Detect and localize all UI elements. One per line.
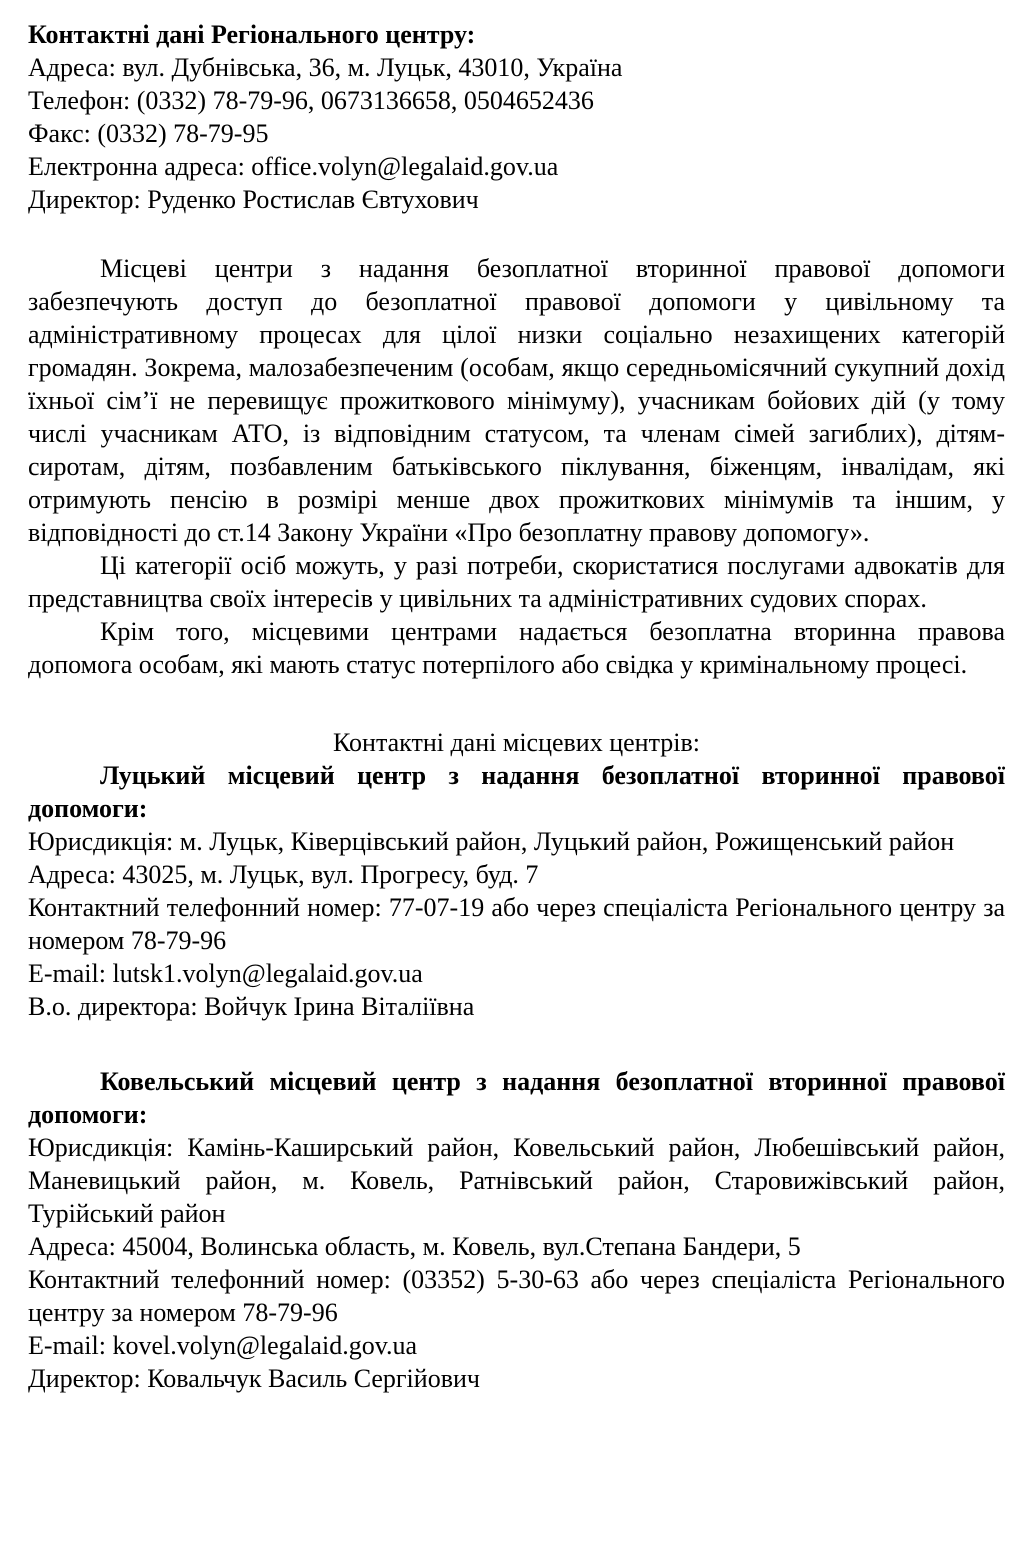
regional-center-contacts bbox=[28, 18, 1005, 216]
blank-line bbox=[28, 216, 1005, 252]
local-centers-section-heading: Контактні дані місцевих центрів: bbox=[332, 728, 700, 757]
blank-line bbox=[28, 1023, 1005, 1065]
kovel-phone-line: Контактний телефонний номер: (03352) 5-30-63 або через спеціаліста Регіонального центру за номером 78-79-96 bbox=[28, 1265, 1005, 1327]
kovel-center-block bbox=[28, 1065, 1005, 1395]
kovel-address-line: Адреса: 45004, Волинська область, м. Ковель, вул.Степана Бандери, 5 bbox=[28, 1232, 801, 1261]
lutsk-phone-line: Контактний телефонний номер: 77-07-19 або через спеціаліста Регіонального центру за номером 78-79-96 bbox=[28, 893, 1005, 955]
lutsk-email-line: E-mail: lutsk1.volyn@legalaid.gov.ua bbox=[28, 959, 423, 988]
kovel-email-line: E-mail: kovel.volyn@legalaid.gov.ua bbox=[28, 1331, 418, 1360]
lutsk-jurisdiction-line: Юрисдикція: м. Луцьк, Ківерцівський район, Луцький район, Рожищенський район bbox=[28, 827, 955, 856]
paragraph-local-centers-overview: Місцеві центри з надання безоплатної вторинної правової допомоги забезпечують доступ до безоплатної правової допомоги у цивільному та адміністративному процесах для цілої низки соціально незахищених категорій громадян. Зокрема, малозабезпеченим (особам, якщо середньомісячний сукупний дохід їхньої сім’ї не перевищує прожиткового мінімуму), учасникам бойових дій (у тому числі учасникам АТО, із відповідним статусом, та членам сімей загиблих), дітям-сиротам, дітям, позбавленим батьківського піклування, біженцям, інвалідам, які отримують пенсію в розмірі менше двох прожиткових мінімумів та іншим, у відповідності до ст.14 Закону України «Про безоплатну правову допомогу». bbox=[28, 254, 1005, 547]
paragraph-victim-witness-aid: Крім того, місцевими центрами надається безоплатна вторинна правова допомога особам, які мають статус потерпілого або свідка у кримінальному процесі. bbox=[28, 617, 1005, 679]
local-centers-contacts bbox=[28, 726, 1005, 1395]
lutsk-address-line: Адреса: 43025, м. Луцьк, вул. Прогресу, буд. 7 bbox=[28, 860, 539, 889]
regional-fax-line: Факс: (0332) 78-79-95 bbox=[28, 119, 269, 148]
lutsk-director-line: В.о. директора: Войчук Ірина Віталіївна bbox=[28, 992, 475, 1021]
lutsk-center-block bbox=[28, 759, 1005, 1023]
body-text bbox=[28, 252, 1005, 681]
lutsk-center-heading: Луцький місцевий центр з надання безоплатної вторинної правової допомоги: bbox=[28, 761, 1005, 823]
regional-address-line: Адреса: вул. Дубнівська, 36, м. Луцьк, 43010, Україна bbox=[28, 53, 623, 82]
regional-director-line: Директор: Руденко Ростислав Євтухович bbox=[28, 185, 479, 214]
regional-phone-line: Телефон: (0332) 78-79-96, 0673136658, 0504652436 bbox=[28, 86, 594, 115]
paragraph-lawyer-representation: Ці категорії осіб можуть, у разі потреби, скористатися послугами адвокатів для представництва своїх інтересів у цивільних та адміністративних судових спорах. bbox=[28, 551, 1005, 613]
kovel-center-heading: Ковельський місцевий центр з надання безоплатної вторинної правової допомоги: bbox=[28, 1067, 1005, 1129]
regional-center-heading: Контактні дані Регіонального центру: bbox=[28, 20, 476, 49]
kovel-jurisdiction-line: Юрисдикція: Камінь-Каширський район, Ковельський район, Любешівський район, Маневицький район, м. Ковель, Ратнівський район, Старовижівський район, Турійський район bbox=[28, 1133, 1005, 1228]
blank-line bbox=[28, 681, 1005, 726]
regional-email-line: Електронна адреса: office.volyn@legalaid.gov.ua bbox=[28, 152, 559, 181]
kovel-director-line: Директор: Ковальчук Василь Сергійович bbox=[28, 1364, 480, 1393]
